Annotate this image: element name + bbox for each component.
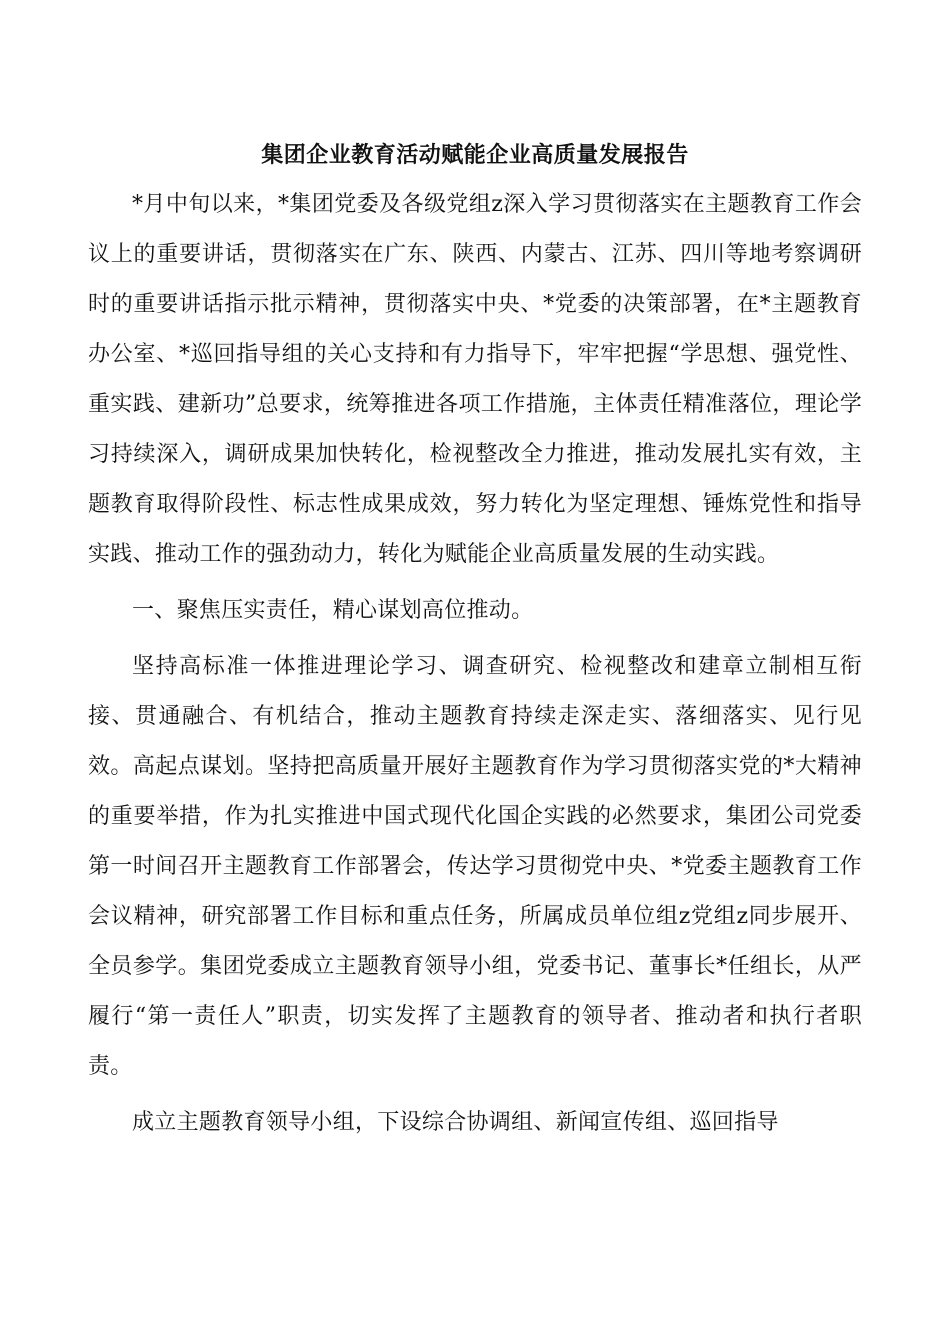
paragraph-intro: *月中旬以来，*集团党委及各级党组z深入学习贯彻落实在主题教育工作会议上的重要讲话，贯彻落实在广东、陕西、内蒙古、江苏、四川等地考察调研时的重要讲话指示批示精神，贯彻落实中央、*党委的决策部署，在*主题教育办公室、*巡回指导组的关心支持和有力指导下，牢牢把握“学思想、强党性、重实践、建新功”总要求，统筹推进各项工作措施，主体责任精准落位，理论学习持续深入，调研成果加快转化，检视整改全力推进，推动发展扎实有效，主题教育取得阶段性、标志性成果成效，努力转化为坚定理想、锤炼党性和指导实践、推动工作的强劲动力，转化为赋能企业高质量发展的生动实践。 xyxy=(88,192,862,567)
document-title: 集团企业教育活动赋能企业高质量发展报告 xyxy=(261,142,689,168)
document-page xyxy=(88,140,862,1148)
paragraph-section-1: 坚持高标准一体推进理论学习、调查研究、检视整改和建章立制相互衔接、贯通融合、有机结合，推动主题教育持续走深走实、落细落实、见行见效。高起点谋划。坚持把高质量开展好主题教育作为学习贯彻落实党的*大精神的重要举措，作为扎实推进中国式现代化国企实践的必然要求，集团公司党委第一时间召开主题教育工作部署会，传达学习贯彻党中央、*党委主题教育工作会议精神，研究部署工作目标和重点任务，所属成员单位组z党组z同步展开、全员参学。集团党委成立主题教育领导小组，党委书记、董事长*任组长，从严履行“第一责任人”职责，切实发挥了主题教育的领导者、推动者和执行者职责。 xyxy=(88,654,862,1079)
paragraph-leading-group: 成立主题教育领导小组，下设综合协调组、新闻宣传组、巡回指导 xyxy=(132,1110,779,1135)
section-heading-1: 一、聚焦压实责任，精心谋划高位推动。 xyxy=(132,598,534,623)
